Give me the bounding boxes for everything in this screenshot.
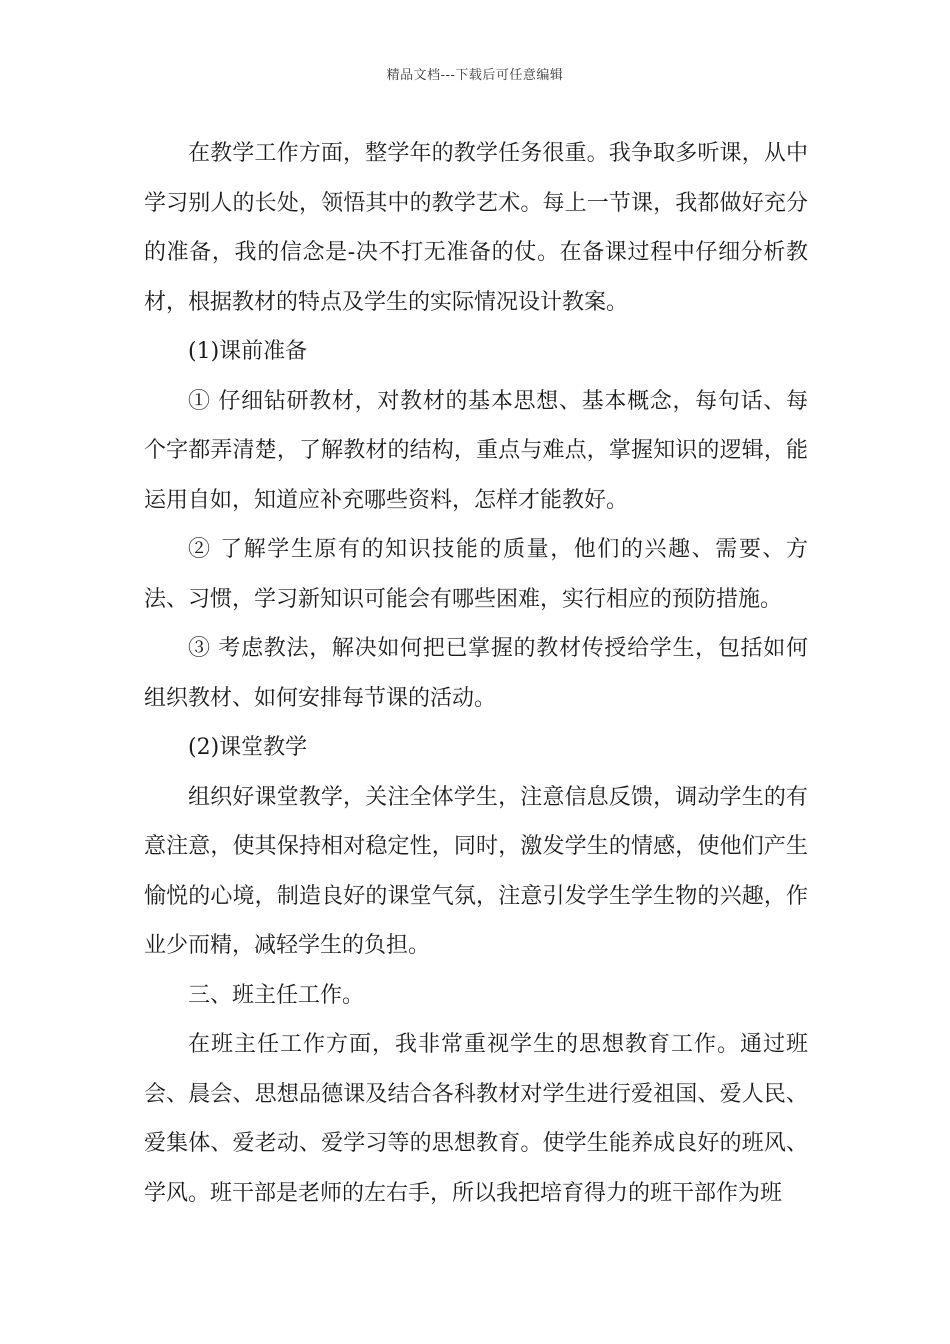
paragraph-study-materials: ① 仔细钻研教材，对教材的基本思想、基本概念，每句话、每个字都弄清楚，了解教材的结构，重点与难点，掌握知识的逻辑，能运用自如，知道应补充哪些资料，怎样才能教好。 bbox=[144, 388, 808, 513]
document-body bbox=[144, 129, 808, 1218]
paragraph-classroom-organization: 组织好课堂教学，关注全体学生，注意信息反馈，调动学生的有意注意，使其保持相对稳定性，同时，激发学生的情感，使他们产生愉悦的心境，制造良好的课堂气氛，注意引发学生学生物的兴趣，作业少而精，减轻学生的负担。 bbox=[144, 784, 808, 958]
heading-classroom-teaching: (2)课堂教学 bbox=[188, 735, 308, 760]
paragraph-teaching-methods: ③ 考虑教法，解决如何把已掌握的教材传授给学生，包括如何组织教材、如何安排每节课的活动。 bbox=[144, 636, 808, 711]
paragraph-head-teacher-work: 在班主任工作方面，我非常重视学生的思想教育工作。通过班会、晨会、思想品德课及结合各科教材对学生进行爱祖国、爱人民、爱集体、爱老动、爱学习等的思想教育。使学生能养成良好的班风、学风。班干部是老师的左右手，所以我把培育得力的班干部作为班 bbox=[144, 1032, 808, 1206]
paragraph-understand-students: ② 了解学生原有的知识技能的质量，他们的兴趣、需要、方法、习惯，学习新知识可能会有哪些困难，实行相应的预防措施。 bbox=[144, 537, 808, 612]
heading-head-teacher-work: 三、班主任工作。 bbox=[188, 982, 365, 1008]
page-header: 精品文档---下载后可任意编辑 bbox=[386, 68, 564, 83]
heading-lesson-preparation: (1)课前准备 bbox=[188, 339, 308, 364]
paragraph-teaching-work: 在教学工作方面，整学年的教学任务很重。我争取多听课，从中学习别人的长处，领悟其中的教学艺术。每上一节课，我都做好充分的准备，我的信念是-决不打无准备的仗。在备课过程中仔细分析教材，根据教材的特点及学生的实际情况设计教案。 bbox=[144, 141, 808, 315]
